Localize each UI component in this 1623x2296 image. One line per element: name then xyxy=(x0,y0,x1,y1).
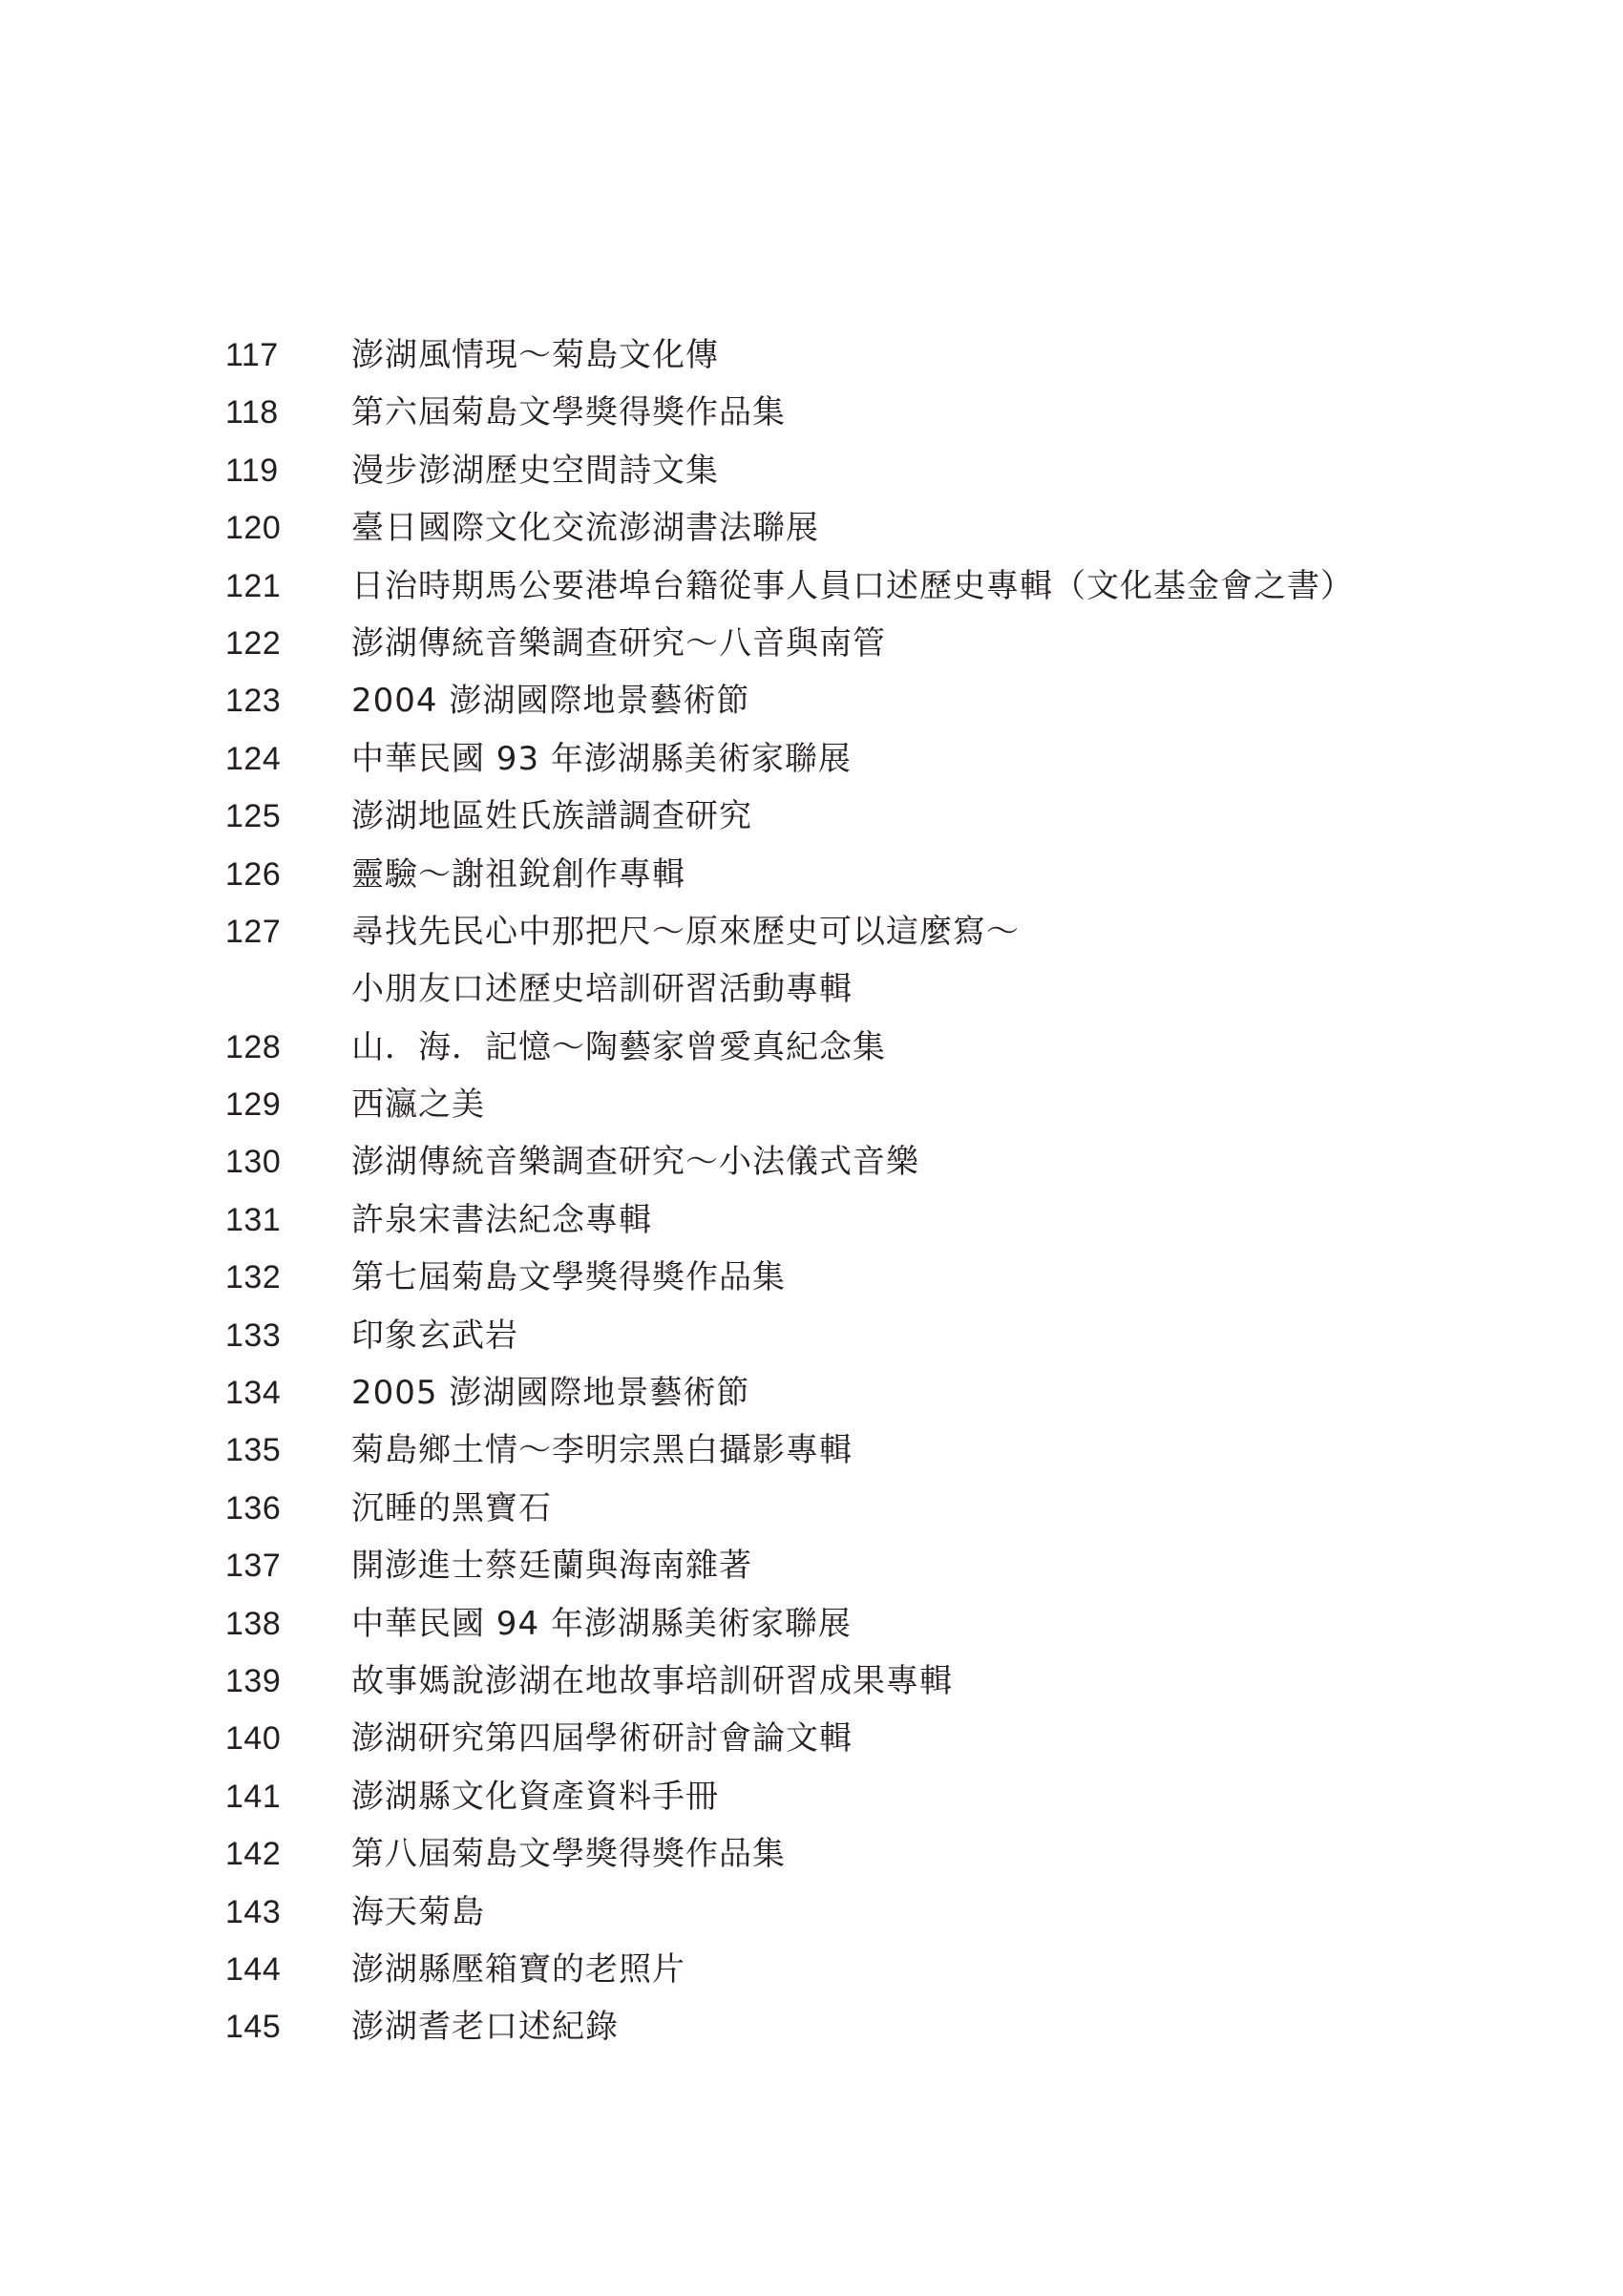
entry-title: 第八屆菊島文學獎得獎作品集 xyxy=(351,1835,786,1874)
entry-title: 故事媽說澎湖在地故事培訓研習成果專輯 xyxy=(351,1661,953,1700)
list-item xyxy=(0,960,1623,1018)
list-item xyxy=(0,499,1623,557)
list-item xyxy=(0,442,1623,499)
entry-number: 120 xyxy=(225,510,282,547)
entry-number: 144 xyxy=(225,1950,282,1988)
entry-number: 142 xyxy=(225,1836,282,1873)
entry-number: 117 xyxy=(225,337,279,373)
entry-number: 124 xyxy=(225,740,282,777)
entry-title: 尋找先民心中那把尺～原來歷史可以這麼寫～ xyxy=(351,912,1020,951)
entry-number: 123 xyxy=(225,683,282,720)
list-item xyxy=(0,1422,1623,1479)
entry-title: 第七屆菊島文學獎得獎作品集 xyxy=(351,1258,786,1297)
entry-title: 許泉宋書法紀念專輯 xyxy=(351,1200,652,1239)
list-item xyxy=(0,1653,1623,1710)
entry-number: 145 xyxy=(225,2009,282,2046)
list-item xyxy=(0,1825,1623,1883)
entry-title: 中華民國 93 年澎湖縣美術家聯展 xyxy=(351,739,852,778)
list-item xyxy=(0,326,1623,384)
list-item xyxy=(0,730,1623,788)
list-item xyxy=(0,558,1623,615)
entry-number: 122 xyxy=(225,624,282,662)
entry-title: 2005 澎湖國際地景藝術節 xyxy=(351,1374,750,1413)
entry-number: 139 xyxy=(225,1662,282,1699)
entry-title: 西瀛之美 xyxy=(351,1085,485,1125)
list-item xyxy=(0,1133,1623,1190)
entry-title: 澎湖耆老口述紀錄 xyxy=(351,2008,619,2047)
entry-number: 121 xyxy=(225,567,282,604)
entry-number: 134 xyxy=(225,1375,282,1412)
list-item xyxy=(0,1364,1623,1422)
entry-number: 132 xyxy=(225,1259,282,1296)
entry-title: 小朋友口述歷史培訓研習活動專輯 xyxy=(351,970,853,1009)
entry-number: 128 xyxy=(225,1028,282,1065)
entry-title: 2004 澎湖國際地景藝術節 xyxy=(351,682,750,721)
entry-number: 126 xyxy=(225,855,282,893)
entry-title: 開澎進士蔡廷蘭與海南雜著 xyxy=(351,1547,752,1586)
list-item xyxy=(0,1941,1623,1998)
entry-title: 臺日國際文化交流澎湖書法聯展 xyxy=(351,509,819,548)
list-item xyxy=(0,1537,1623,1594)
list-item xyxy=(0,1884,1623,1941)
list-item xyxy=(0,672,1623,729)
list-item xyxy=(0,1307,1623,1364)
list-item xyxy=(0,615,1623,672)
entry-title: 日治時期馬公要港埠台籍從事人員口述歷史專輯（文化基金會之書） xyxy=(351,566,1354,605)
list-item xyxy=(0,1191,1623,1249)
entry-number: 118 xyxy=(225,394,279,432)
entry-title: 漫步澎湖歷史空間詩文集 xyxy=(351,451,719,490)
list-item xyxy=(0,384,1623,441)
entry-title: 海天菊島 xyxy=(351,1892,485,1931)
entry-number: 133 xyxy=(225,1317,282,1354)
list-item xyxy=(0,1076,1623,1133)
entry-number: 125 xyxy=(225,798,282,835)
entry-number: 143 xyxy=(225,1893,282,1930)
entry-title: 澎湖傳統音樂調查研究～八音與南管 xyxy=(351,623,886,663)
entry-number: 129 xyxy=(225,1086,282,1124)
list-item xyxy=(0,1710,1623,1767)
entry-number: 127 xyxy=(225,913,282,950)
list-item xyxy=(0,1595,1623,1653)
entry-number: 137 xyxy=(225,1548,282,1585)
publication-list xyxy=(0,326,1623,2056)
entry-title: 沉睡的黑寶石 xyxy=(351,1488,552,1527)
list-item xyxy=(0,846,1623,903)
entry-number: 135 xyxy=(225,1432,282,1469)
list-item xyxy=(0,1249,1623,1306)
entry-title: 澎湖研究第四屆學術研討會論文輯 xyxy=(351,1719,853,1759)
entry-title: 澎湖縣文化資產資料手冊 xyxy=(351,1777,719,1816)
list-item xyxy=(0,788,1623,845)
entry-title: 靈驗～謝祖銳創作專輯 xyxy=(351,854,685,894)
entry-number: 131 xyxy=(225,1201,282,1238)
entry-number: 130 xyxy=(225,1144,282,1181)
list-item xyxy=(0,1768,1623,1825)
list-item xyxy=(0,1998,1623,2055)
entry-title: 菊島鄉土情～李明宗黑白攝影專輯 xyxy=(351,1431,853,1470)
entry-title: 澎湖地區姓氏族譜調查研究 xyxy=(351,797,752,836)
entry-number: 136 xyxy=(225,1489,282,1527)
entry-title: 第六屆菊島文學獎得獎作品集 xyxy=(351,393,786,432)
entry-number: 140 xyxy=(225,1720,282,1758)
list-item xyxy=(0,1480,1623,1537)
entry-title: 印象玄武岩 xyxy=(351,1316,518,1355)
list-item xyxy=(0,1019,1623,1076)
entry-title: 中華民國 94 年澎湖縣美術家聯展 xyxy=(351,1604,852,1643)
list-item xyxy=(0,903,1623,960)
entry-title: 澎湖傳統音樂調查研究～小法儀式音樂 xyxy=(351,1143,919,1182)
entry-title: 山．海．記憶～陶藝家曾愛真紀念集 xyxy=(351,1027,886,1066)
entry-title: 澎湖風情現～菊島文化傳 xyxy=(351,336,719,374)
entry-title: 澎湖縣壓箱寶的老照片 xyxy=(351,1949,685,1989)
entry-number: 138 xyxy=(225,1605,282,1642)
entry-number: 119 xyxy=(225,452,279,489)
entry-number: 141 xyxy=(225,1778,282,1815)
